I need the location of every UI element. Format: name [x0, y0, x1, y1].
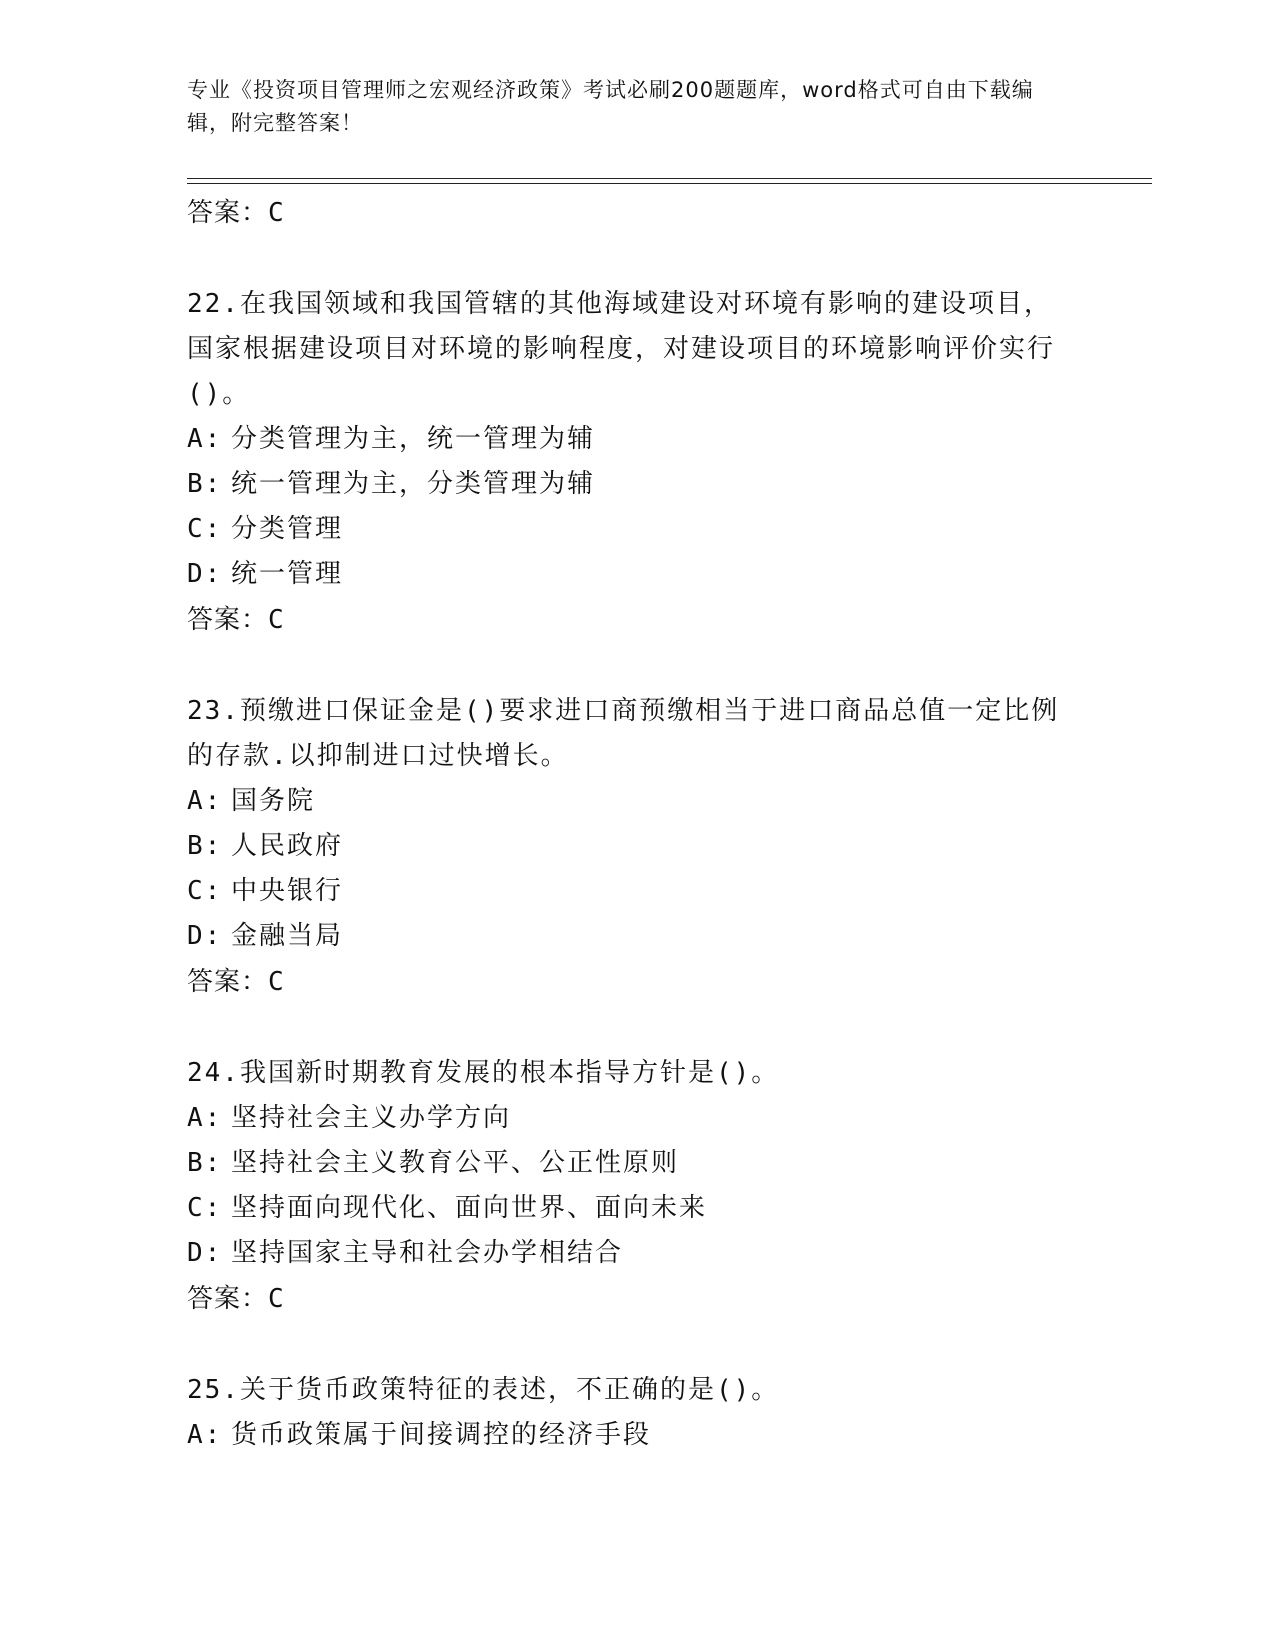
- header-divider: [187, 178, 1152, 179]
- option-text: 统一管理: [231, 559, 344, 589]
- answer-line: [187, 597, 1087, 643]
- question-text: 23.预缴进口保证金是()要求进口商预缴相当于进口商品总值一定比例的存款.以抑制进口过快增长。: [187, 696, 1060, 771]
- option-c: [187, 507, 1087, 552]
- option-letter: D:: [187, 1238, 223, 1268]
- option-letter: A:: [187, 424, 223, 454]
- answer-line: [187, 190, 1087, 236]
- answer-value: C: [268, 967, 285, 997]
- option-a: [187, 1413, 1087, 1458]
- option-letter: A:: [187, 786, 223, 816]
- option-a: [187, 779, 1087, 824]
- question-list: [187, 190, 1087, 1458]
- question-block: [187, 689, 1087, 1005]
- option-text: 统一管理为主，分类管理为辅: [231, 469, 596, 499]
- option-letter: D:: [187, 921, 223, 951]
- option-text: 人民政府: [231, 831, 344, 861]
- option-b: [187, 824, 1087, 869]
- option-text: 分类管理为主，统一管理为辅: [231, 424, 596, 454]
- answer-line: [187, 959, 1087, 1005]
- option-text: 坚持社会主义教育公平、公正性原则: [231, 1148, 680, 1178]
- option-letter: B:: [187, 831, 223, 861]
- option-d: [187, 914, 1087, 959]
- option-text: 金融当局: [231, 921, 344, 951]
- option-letter: C:: [187, 1193, 223, 1223]
- question-block: [187, 1368, 1087, 1458]
- option-text: 货币政策属于间接调控的经济手段: [231, 1420, 652, 1450]
- option-letter: A:: [187, 1420, 223, 1450]
- option-a: [187, 417, 1087, 462]
- option-letter: B:: [187, 469, 223, 499]
- option-letter: C:: [187, 876, 223, 906]
- option-letter: C:: [187, 514, 223, 544]
- option-text: 坚持国家主导和社会办学相结合: [231, 1238, 624, 1268]
- option-text: 坚持社会主义办学方向: [231, 1103, 512, 1133]
- question-text: 22.在我国领域和我国管辖的其他海域建设对环境有影响的建设项目，国家根据建设项目对环境的影响程度，对建设项目的环境影响评价实行()。: [187, 289, 1056, 409]
- option-text: 国务院: [231, 786, 316, 816]
- answer-label: 答案：: [187, 198, 269, 228]
- answer-label: 答案：: [187, 967, 269, 997]
- document-header: 专业《投资项目管理师之宏观经济政策》考试必刷200题题库，word格式可自由下载编辑，附完整答案！: [187, 78, 1034, 135]
- answer-value: C: [268, 198, 285, 228]
- option-b: [187, 462, 1087, 507]
- option-letter: A:: [187, 1103, 223, 1133]
- option-text: 中央银行: [231, 876, 344, 906]
- question-text: 24.我国新时期教育发展的根本指导方针是()。: [187, 1058, 780, 1088]
- header-divider-second: [187, 183, 1152, 184]
- option-letter: B:: [187, 1148, 223, 1178]
- option-letter: D:: [187, 559, 223, 589]
- option-c: [187, 1186, 1087, 1231]
- answer-line: [187, 1276, 1087, 1322]
- answer-value: C: [268, 605, 285, 635]
- answer-label: 答案：: [187, 1284, 269, 1314]
- option-d: [187, 552, 1087, 597]
- option-text: 分类管理: [231, 514, 344, 544]
- question-block: [187, 1051, 1087, 1322]
- option-a: [187, 1096, 1087, 1141]
- answer-value: C: [268, 1284, 285, 1314]
- question-text: 25.关于货币政策特征的表述，不正确的是()。: [187, 1375, 780, 1405]
- option-text: 坚持面向现代化、面向世界、面向未来: [231, 1193, 708, 1223]
- option-b: [187, 1141, 1087, 1186]
- question-block: [187, 282, 1087, 643]
- option-c: [187, 869, 1087, 914]
- answer-label: 答案：: [187, 605, 269, 635]
- option-d: [187, 1231, 1087, 1276]
